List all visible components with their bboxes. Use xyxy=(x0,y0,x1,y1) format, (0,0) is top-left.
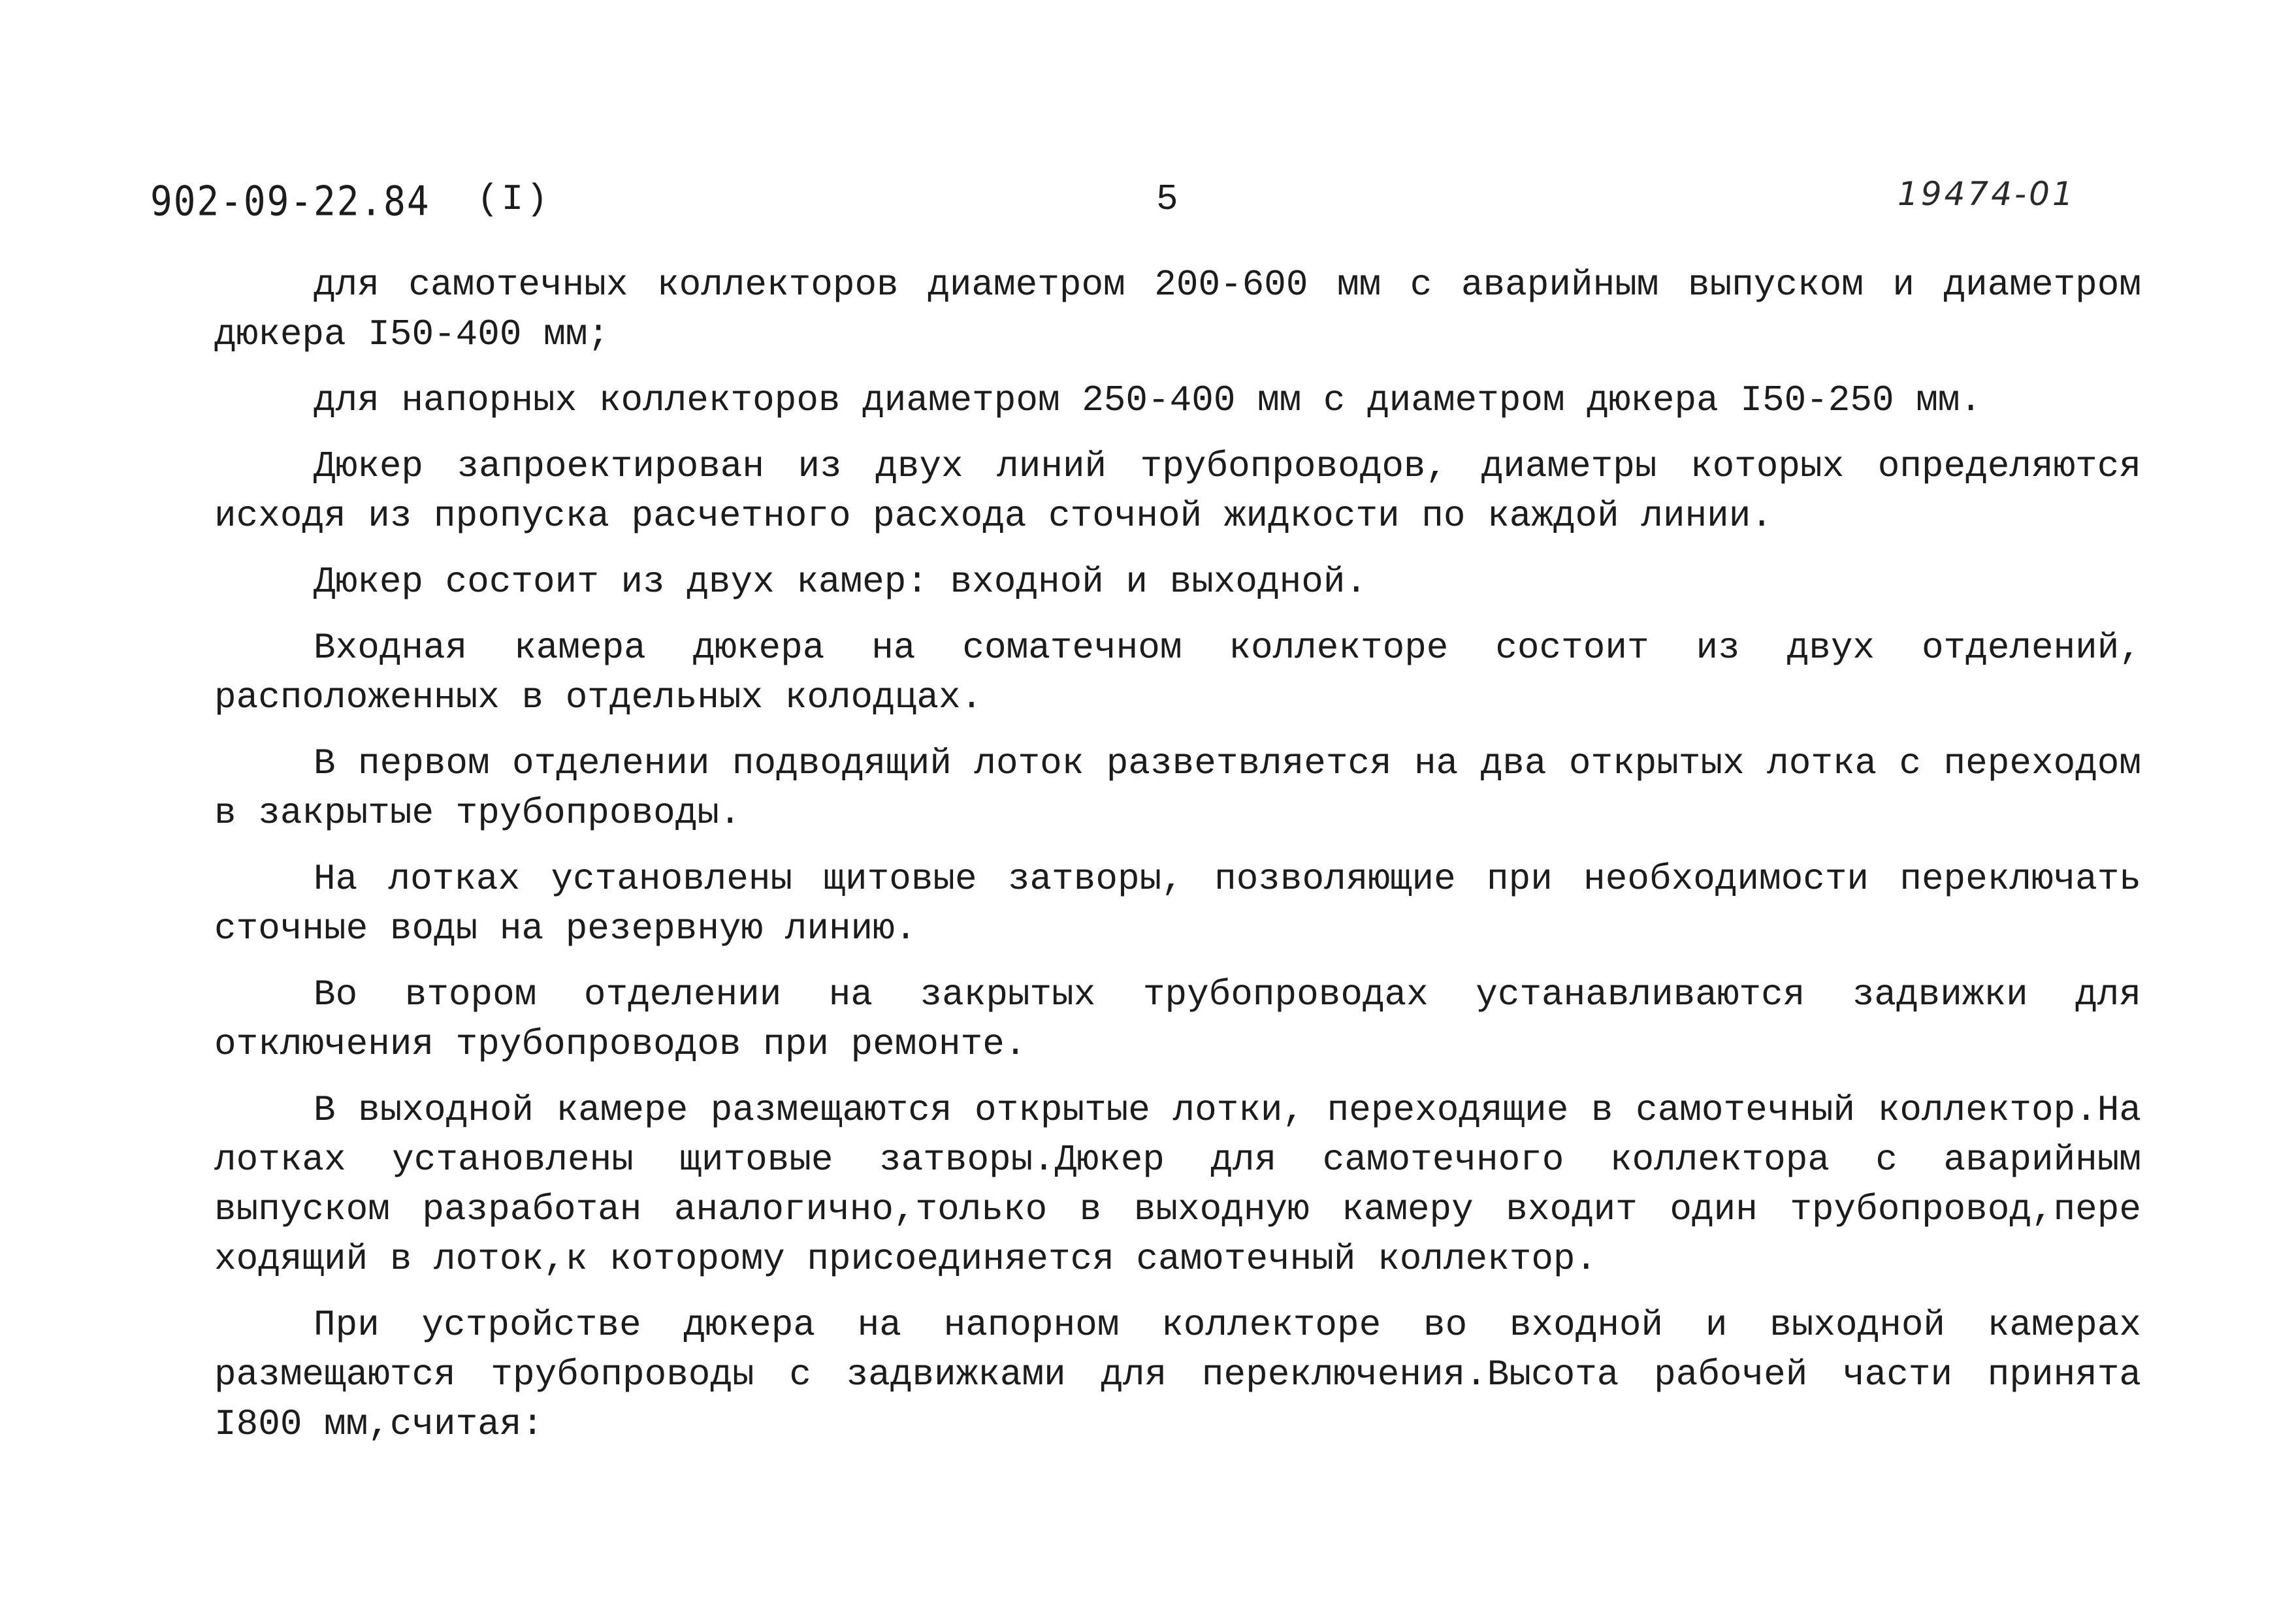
paragraph-gates: На лотках установлены щитовые затворы, позволяющие при необходимости переключать сточные воды на резервную линию. xyxy=(214,858,2141,949)
paragraph-chambers: Дюкер состоит из двух камер: входной и выходной. xyxy=(314,561,1368,603)
paragraph-design: Дюкер запроектирован из двух линий трубопроводов, диаметры которых определяются исходя из пропуска расчетного расхода сточной жидкости по каждой линии. xyxy=(214,445,2141,537)
paragraph-outlet-chamber: В выходной камере размещаются открытые лотки, переходящие в самотечный коллектор.На лотках установлены щитовые затворы.Дюкер для самотечного коллектора с аварийным выпуском разработан аналогично,только в выходную камеру входит один трубопровод,пере ходящий в лоток,к которому присоединяется самотечный коллектор. xyxy=(214,1089,2141,1280)
document-code: 902-09-22.84 xyxy=(150,178,430,226)
paragraph-inlet-chamber: Входная камера дюкера на соматечном коллекторе состоит из двух отделений, расположенных в отдельных колодцах. xyxy=(214,627,2141,718)
body-text xyxy=(214,260,2141,1465)
inventory-number: 19474-01 xyxy=(1898,175,2076,213)
paragraph-gravity-collectors: для самотечных коллекторов диаметром 200-600 мм с аварийным выпуском и диаметром дюкера I50-400 мм; xyxy=(214,264,2141,355)
paragraph-second-section: Во втором отделении на закрытых трубопроводах устанавливаются задвижки для отключения трубопроводов при ремонте. xyxy=(214,974,2141,1065)
page-number: 5 xyxy=(1156,178,1178,220)
paragraph-first-section: В первом отделении подводящий лоток разветвляется на два открытых лотка с переходом в закрытые трубопроводы. xyxy=(214,742,2141,834)
paragraph-pressure-design: При устройстве дюкера на напорном коллекторе во входной и выходной камерах размещаются трубопроводы с задвижками для переключения.Высота рабочей части принята I800 мм,считая: xyxy=(214,1304,2141,1445)
paragraph-pressure-collectors: для напорных коллекторов диаметром 250-400 мм с диаметром дюкера I50-250 мм. xyxy=(314,379,1982,421)
document-variant: (I) xyxy=(477,178,551,220)
